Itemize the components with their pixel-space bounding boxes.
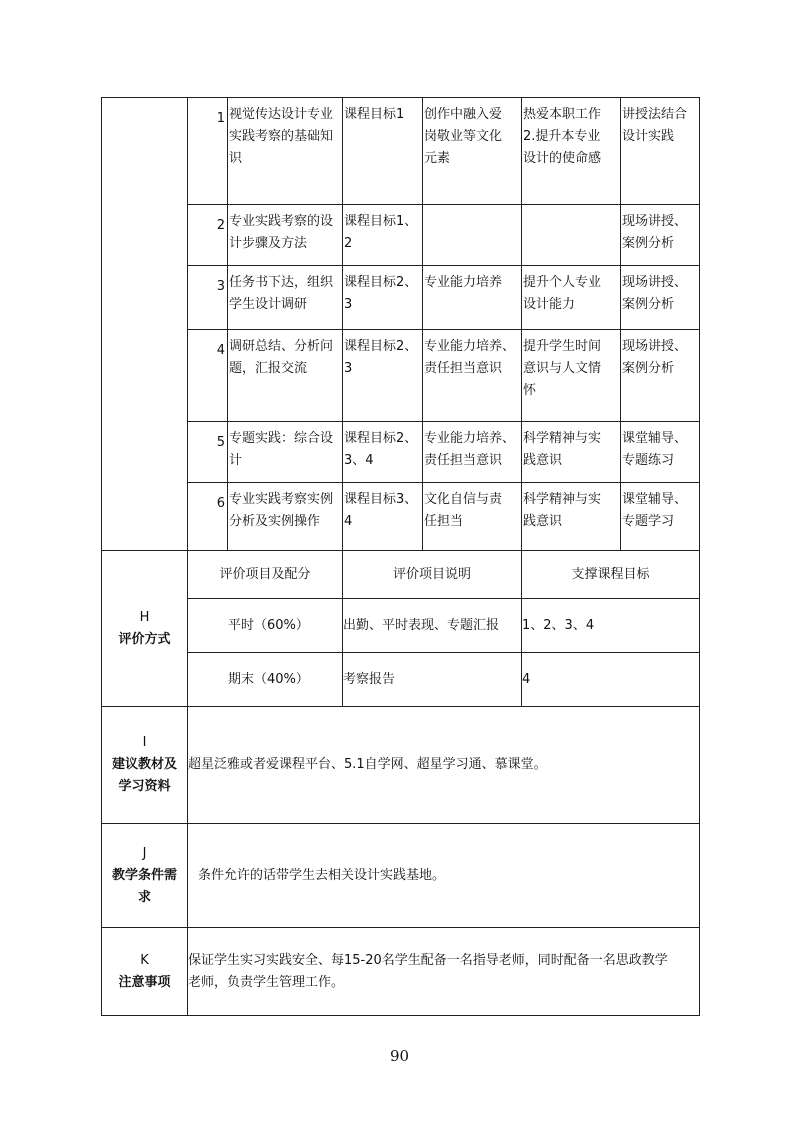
section-title-line: 学习资料	[118, 779, 171, 794]
topic-cell-line: 调研总结、分析问	[229, 339, 334, 354]
method-cell-line: 案例分析	[622, 236, 675, 251]
target-cell	[343, 98, 423, 205]
ideology-cell-line: 岗敬业等文化	[424, 129, 503, 144]
materials-section-label	[102, 707, 188, 824]
ideology-cell	[423, 98, 522, 205]
ideology-cell	[423, 330, 522, 422]
section-title-line: 教学条件需	[111, 867, 177, 883]
notes-section-label	[102, 928, 188, 1016]
goal-cell-line: 科学精神与实	[523, 431, 602, 446]
conditions-text: 条件允许的话带学生去相关设计实践基地。	[188, 824, 700, 928]
eval-header-item: 评价项目及配分	[188, 551, 343, 599]
method-cell	[621, 205, 700, 266]
method-cell-line: 现场讲授、	[622, 339, 688, 354]
goal-cell-line: 意识与人文情	[523, 361, 602, 376]
row-number: 4	[188, 330, 228, 422]
notes-text-line: 保证学生实习实践安全、每15-20名学生配备一名指导老师，同时配备一名思政教学	[188, 952, 668, 968]
eval-desc: 出勤、平时表现、专题汇报	[343, 599, 522, 653]
topic-cell-line: 任务书下达，组织	[229, 275, 334, 290]
plan-row	[102, 330, 700, 422]
eval-targets: 1、2、3、4	[522, 599, 700, 653]
eval-header-targets: 支撑课程目标	[522, 551, 700, 599]
goal-cell-line: 设计的使命感	[523, 151, 602, 166]
section-title-line: 求	[137, 889, 151, 905]
row-number: 6	[188, 483, 228, 551]
target-cell-line: 课程目标1、2	[344, 214, 418, 251]
method-cell	[621, 330, 700, 422]
page-number: 90	[389, 1047, 410, 1065]
eval-item: 平时（60%）	[188, 599, 343, 653]
method-cell-line: 设计实践	[622, 129, 675, 144]
eval-header-desc: 评价项目说明	[343, 551, 522, 599]
plan-section-label	[102, 98, 188, 551]
target-cell	[343, 266, 423, 330]
goal-cell-line: 2.提升本专业	[523, 129, 601, 144]
topic-cell-line: 实践考察的基础知	[229, 129, 334, 144]
section-title-line: 建议教材及	[111, 757, 177, 772]
ideology-cell	[423, 483, 522, 551]
section-title-line: 注意事项	[118, 974, 171, 990]
ideology-cell-line: 专业能力培养、	[424, 339, 516, 354]
goal-cell	[522, 330, 621, 422]
method-cell-line: 现场讲授、	[622, 275, 688, 290]
ideology-cell	[423, 205, 522, 266]
eval-item: 期末（40%）	[188, 653, 343, 707]
topic-cell	[228, 98, 343, 205]
row-number: 2	[188, 205, 228, 266]
method-cell-line: 专题学习	[622, 514, 675, 529]
section-letter: K	[140, 952, 149, 968]
notes-text	[188, 928, 700, 1016]
plan-row	[102, 266, 700, 330]
goal-cell	[522, 422, 621, 483]
topic-cell-line: 题，汇报交流	[229, 361, 308, 376]
goal-cell-line: 科学精神与实	[523, 492, 602, 507]
topic-cell-line: 专题实践：综合设	[229, 431, 334, 446]
goal-cell	[522, 483, 621, 551]
method-cell	[621, 483, 700, 551]
topic-cell	[228, 330, 343, 422]
target-cell-line: 课程目标2、3	[344, 339, 418, 376]
eval-desc: 考察报告	[343, 653, 522, 707]
plan-row	[102, 98, 700, 205]
target-cell-line: 3、4	[344, 453, 374, 468]
target-cell	[343, 205, 423, 266]
goal-cell-line: 提升学生时间	[523, 339, 602, 354]
ideology-cell-line: 文化自信与责	[424, 492, 503, 507]
goal-cell	[522, 205, 621, 266]
topic-cell-line: 计步骤及方法	[229, 236, 308, 251]
topic-cell-line: 识	[229, 151, 243, 166]
row-number: 1	[188, 98, 228, 205]
target-cell-line: 课程目标2、	[344, 431, 418, 446]
method-cell-line: 专题练习	[622, 453, 675, 468]
method-cell-line: 案例分析	[622, 297, 675, 312]
ideology-cell-line: 专业能力培养	[424, 275, 503, 290]
method-cell	[621, 266, 700, 330]
ideology-cell-line: 责任担当意识	[424, 453, 503, 468]
goal-cell-line: 提升个人专业	[523, 275, 602, 290]
method-cell	[621, 422, 700, 483]
method-cell	[621, 98, 700, 205]
topic-cell	[228, 205, 343, 266]
ideology-cell	[423, 266, 522, 330]
notes-text-line: 老师，负责学生管理工作。	[188, 974, 345, 990]
target-cell-line: 课程目标1	[344, 107, 405, 122]
method-cell-line: 现场讲授、	[622, 214, 688, 229]
row-number: 3	[188, 266, 228, 330]
goal-cell-line: 践意识	[523, 514, 563, 529]
ideology-cell-line: 责任担当意识	[424, 361, 503, 376]
method-cell-line: 课堂辅导、	[622, 431, 688, 446]
section-letter: I	[142, 735, 147, 750]
goal-cell	[522, 266, 621, 330]
method-cell-line: 案例分析	[622, 361, 675, 376]
plan-row	[102, 205, 700, 266]
section-title: 评价方式	[118, 631, 171, 647]
section-letter: H	[139, 609, 150, 625]
topic-cell	[228, 422, 343, 483]
course-plan-table	[101, 97, 700, 1016]
ideology-cell	[423, 422, 522, 483]
goal-cell-line: 怀	[523, 383, 537, 398]
section-letter: J	[142, 845, 147, 861]
target-cell-line: 课程目标2、3	[344, 275, 418, 312]
ideology-cell-line: 任担当	[424, 514, 464, 529]
target-cell	[343, 330, 423, 422]
materials-text: 超星泛雅或者爱课程平台、5.1自学网、超星学习通、慕课堂。	[188, 707, 700, 824]
goal-cell-line: 热爱本职工作	[523, 107, 602, 122]
plan-row	[102, 422, 700, 483]
row-number: 5	[188, 422, 228, 483]
topic-cell-line: 计	[229, 453, 243, 468]
eval-targets: 4	[522, 653, 700, 707]
target-cell	[343, 422, 423, 483]
topic-cell	[228, 483, 343, 551]
conditions-section-label	[102, 824, 188, 928]
topic-cell-line: 专业实践考察实例	[229, 492, 334, 507]
target-cell	[343, 483, 423, 551]
ideology-cell-line: 专业能力培养、	[424, 431, 516, 446]
topic-cell-line: 分析及实例操作	[229, 514, 321, 529]
topic-cell	[228, 266, 343, 330]
goal-cell	[522, 98, 621, 205]
ideology-cell-line: 创作中融入爱	[424, 107, 503, 122]
plan-row	[102, 483, 700, 551]
topic-cell-line: 学生设计调研	[229, 297, 308, 312]
method-cell-line: 课堂辅导、	[622, 492, 688, 507]
ideology-cell-line: 元素	[424, 151, 451, 166]
goal-cell-line: 践意识	[523, 453, 563, 468]
goal-cell-line: 设计能力	[523, 297, 576, 312]
evaluation-section-label	[102, 551, 188, 707]
method-cell-line: 讲授法结合	[622, 107, 688, 122]
topic-cell-line: 视觉传达设计专业	[229, 107, 334, 122]
topic-cell-line: 专业实践考察的设	[229, 214, 334, 229]
target-cell-line: 课程目标3、4	[344, 492, 418, 529]
